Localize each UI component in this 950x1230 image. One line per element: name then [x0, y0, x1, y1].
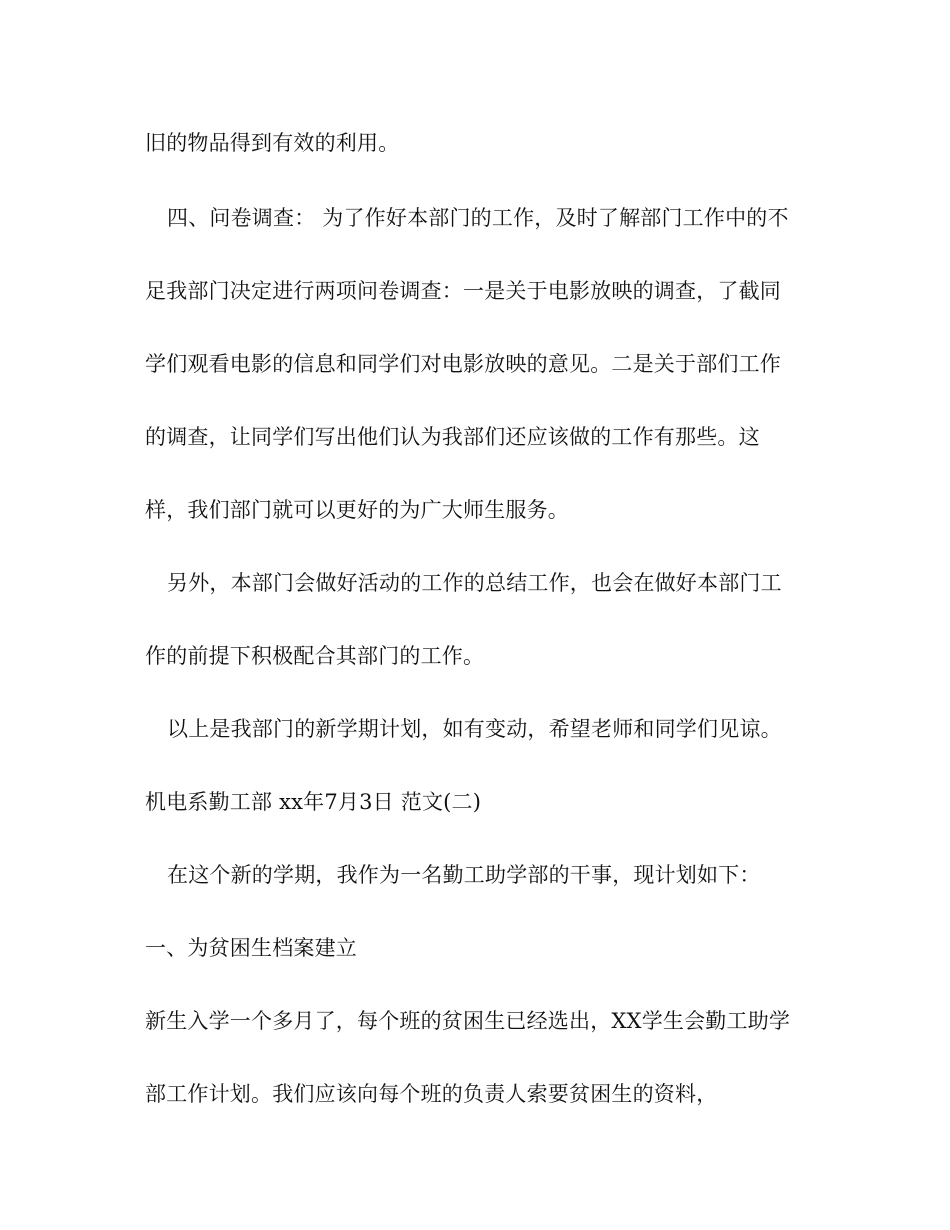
- text-line-3: 足我部门决定进行两项问卷调查：一是关于电影放映的调查，了截同: [145, 279, 781, 303]
- text-line-13: 新生入学一个多月了，每个班的贫困生已经选出，XX学生会勤工助学: [145, 1009, 791, 1033]
- text-line-14: 部工作计划。我们应该向每个班的负责人索要贫困生的资料，: [145, 1082, 718, 1106]
- text-line-5: 的调查，让同学们写出他们认为我部们还应该做的工作有那些。这: [145, 425, 760, 449]
- text-line-4: 学们观看电影的信息和同学们对电影放映的意见。二是关于部们工作: [145, 352, 781, 376]
- text-line-8: 作的前提下积极配合其部门的工作。: [145, 644, 485, 668]
- text-line-1: 旧的物品得到有效的利用。: [145, 131, 400, 155]
- text-line-11: 在这个新的学期，我作为一名勤工助学部的干事，现计划如下：: [167, 863, 761, 887]
- text-line-9: 以上是我部门的新学期计划，如有变动，希望老师和同学们见谅。: [167, 717, 782, 741]
- text-line-10: 机电系勤工部 xx年7月3日 范文(二): [145, 790, 482, 814]
- text-line-7: 另外，本部门会做好活动的工作的总结工作，也会在做好本部门工: [167, 571, 782, 595]
- section-heading: 一、为贫困生档案建立: [145, 936, 357, 960]
- text-line-6: 样，我们部门就可以更好的为广大师生服务。: [145, 498, 569, 522]
- text-line-2: 四、问卷调查： 为了作好本部门的工作，及时了解部门工作中的不: [167, 206, 789, 230]
